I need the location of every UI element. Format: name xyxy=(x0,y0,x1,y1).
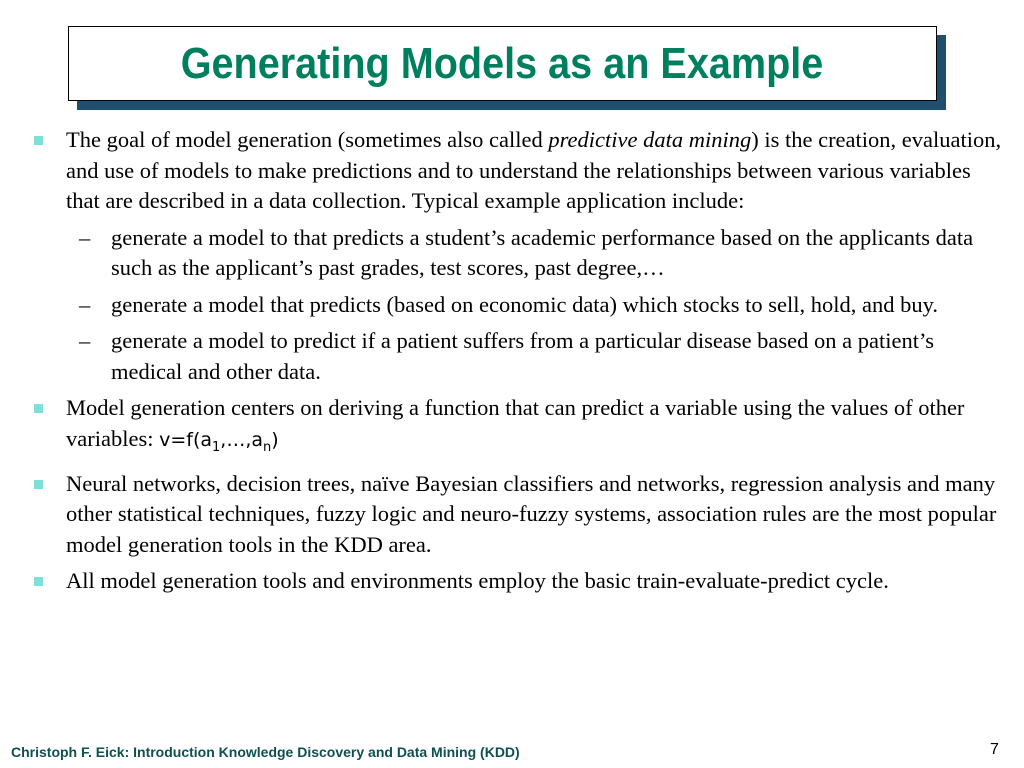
slide-title: Generating Models as an Example xyxy=(181,38,824,88)
function-formula: $v=f(a_1,\dots,a_n)$ xyxy=(159,428,279,455)
title-box xyxy=(68,26,937,101)
bullet-item xyxy=(0,566,1024,597)
sub-bullet-text: generate a model to that predicts a student’s academic performance based on the applicants data such as the applicant’s past grades, test scores, past degree,… xyxy=(111,224,974,280)
bullet-text: ) is the creation, evaluation, and use of models to make predictions and to understand the relationships between various variables that are described in a data collection. Typical example application include: xyxy=(66,127,1002,213)
dash-bullet-icon: – xyxy=(79,328,91,353)
bullet-text: The goal of model generation (sometimes also called xyxy=(66,127,549,152)
sub-bullet-item xyxy=(0,326,1024,387)
bullet-item xyxy=(0,469,1024,561)
sub-bullet-text: generate a model to predict if a patient suffers from a particular disease based on a patient’s medical and other data. xyxy=(111,328,935,384)
dash-bullet-icon: – xyxy=(79,224,91,250)
footer-text: Christoph F. Eick: Introduction Knowledge Discovery and Data Mining (KDD) xyxy=(11,744,520,760)
page-number: 7 xyxy=(990,741,999,758)
square-bullet-icon xyxy=(34,404,43,413)
bullet-emphasis: predictive data mining xyxy=(548,127,752,152)
bullet-text: Neural networks, decision trees, naïve Bayesian classifiers and networks, regression analysis and many other statistical techniques, fuzzy logic and neuro-fuzzy systems, association rules are the most popular model generation tools in the KDD area. xyxy=(66,470,997,557)
sub-bullet-item xyxy=(0,223,1024,284)
sub-bullet-text: generate a model that predicts (based on economic data) which stocks to sell, hold, and buy. xyxy=(111,291,939,317)
sub-bullet-item xyxy=(0,290,1024,321)
bullet-item xyxy=(0,125,1024,217)
dash-bullet-icon: – xyxy=(79,291,91,317)
bullet-text: Model generation centers on deriving a function that can predict a variable using the values of other variables: xyxy=(66,395,965,451)
bullet-text: All model generation tools and environments employ the basic train-evaluate-predict cycle. xyxy=(66,568,889,594)
slide-content xyxy=(0,125,1024,603)
square-bullet-icon xyxy=(34,136,43,145)
square-bullet-icon xyxy=(34,480,43,489)
square-bullet-icon xyxy=(34,577,43,586)
bullet-item xyxy=(0,393,1024,463)
